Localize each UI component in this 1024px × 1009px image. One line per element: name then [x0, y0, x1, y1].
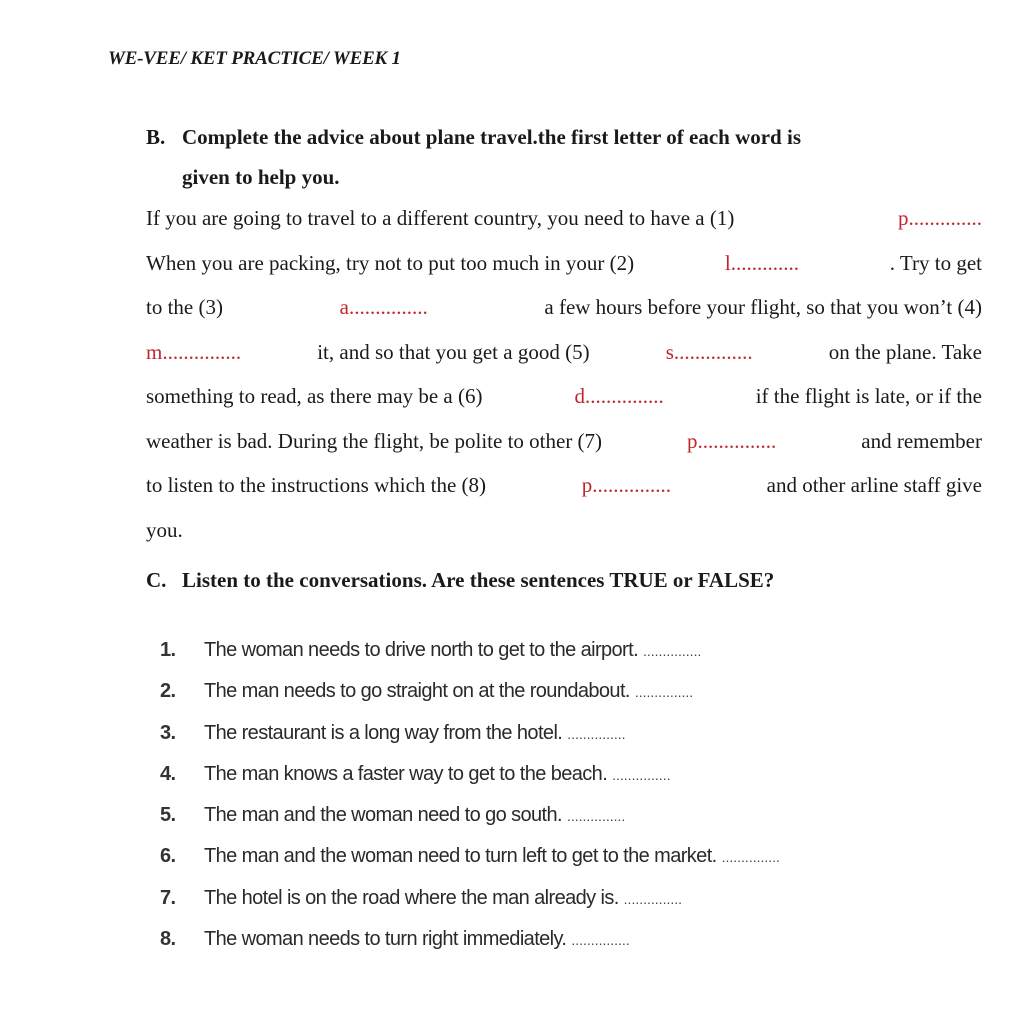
passage-line: [146, 330, 982, 375]
passage-line: [146, 241, 982, 286]
item-number: 8.: [160, 928, 176, 951]
passage-text: on the plane. Take: [823, 339, 982, 364]
section-c-heading: [146, 568, 774, 593]
answer-blank[interactable]: ...............: [571, 932, 630, 949]
gap-blank[interactable]: a...............: [339, 295, 428, 319]
passage-text: it, and so that you get a good (5): [311, 339, 595, 364]
true-false-item: [160, 713, 980, 754]
answer-blank[interactable]: ...............: [634, 684, 694, 701]
passage-text: if the flight is late, or if the: [750, 384, 982, 408]
passage-text: and other arline staff give: [761, 473, 982, 497]
gap-blank[interactable]: p...............: [687, 428, 777, 453]
true-false-item: [160, 795, 980, 836]
item-statement: The man knows a faster way to get to the beach.: [204, 762, 608, 785]
true-false-item: [160, 919, 980, 960]
item-number: 2.: [160, 680, 176, 703]
item-number: 7.: [160, 886, 176, 909]
true-false-item: [160, 671, 980, 712]
item-statement: The man and the woman need to turn left to get to the market.: [204, 845, 717, 868]
passage-line: [146, 508, 982, 553]
answer-blank[interactable]: ...............: [612, 766, 671, 783]
passage-text: and remember: [856, 428, 982, 453]
section-b-heading: [146, 117, 956, 197]
passage-line: [146, 285, 982, 330]
section-b-letter: B.: [146, 125, 166, 149]
true-false-item: [160, 878, 980, 919]
passage-text: If you are going to travel to a different country, you need to have a (1): [146, 206, 740, 230]
item-statement: The hotel is on the road where the man already is.: [204, 886, 619, 909]
gap-blank[interactable]: p..............: [898, 206, 982, 230]
worksheet-title: WE-VEE/ KET PRACTICE/ WEEK 1: [108, 48, 401, 69]
item-number: 6.: [160, 845, 176, 868]
gap-blank[interactable]: d...............: [574, 384, 664, 408]
passage-text: something to read, as there may be a (6): [146, 384, 488, 408]
item-number: 4.: [160, 762, 176, 785]
passage-line: [146, 419, 982, 464]
item-number: 3.: [160, 721, 176, 744]
item-statement: The man and the woman need to go south.: [204, 804, 562, 827]
true-false-item: [160, 630, 980, 671]
item-statement: The man needs to go straight on at the roundabout.: [204, 680, 630, 703]
section-c-instruction: Listen to the conversations. Are these sentences TRUE or FALSE?: [182, 568, 775, 592]
passage-text: . Try to get: [884, 250, 982, 275]
gap-blank[interactable]: l.............: [724, 250, 800, 275]
answer-blank[interactable]: ...............: [643, 643, 702, 659]
true-false-item: [160, 754, 980, 795]
section-b-instruction-line2: given to help you.: [182, 165, 340, 189]
item-number: 1.: [160, 639, 176, 661]
true-false-list: [160, 630, 980, 960]
passage-text: to listen to the instructions which the (8): [146, 473, 492, 497]
gap-fill-passage: [146, 196, 982, 552]
answer-blank[interactable]: ...............: [567, 725, 626, 742]
passage-text: to the (3): [146, 295, 229, 319]
answer-blank[interactable]: ...............: [623, 890, 683, 907]
passage-line: [146, 196, 982, 241]
passage-line: [146, 463, 982, 508]
passage-text: a few hours before your flight, so that you won’t (4): [539, 295, 982, 319]
section-c-letter: C.: [146, 568, 167, 592]
item-statement: The woman needs to turn right immediately.: [204, 928, 567, 951]
item-number: 5.: [160, 804, 176, 827]
passage-text: weather is bad. During the flight, be polite to other (7): [146, 428, 608, 453]
item-statement: The restaurant is a long way from the hotel.: [204, 721, 563, 744]
section-b-instruction-line1: Complete the advice about plane travel.the first letter of each word is: [182, 125, 801, 149]
passage-line: [146, 374, 982, 419]
gap-blank[interactable]: p...............: [581, 473, 671, 497]
item-statement: The woman needs to drive north to get to the airport.: [204, 639, 639, 661]
true-false-item: [160, 836, 980, 877]
gap-blank[interactable]: m...............: [146, 339, 242, 364]
passage-text: When you are packing, try not to put too much in your (2): [146, 250, 640, 275]
gap-blank[interactable]: s...............: [665, 339, 753, 364]
passage-text: you.: [146, 517, 183, 542]
answer-blank[interactable]: ...............: [566, 808, 626, 825]
answer-blank[interactable]: ...............: [721, 849, 780, 866]
